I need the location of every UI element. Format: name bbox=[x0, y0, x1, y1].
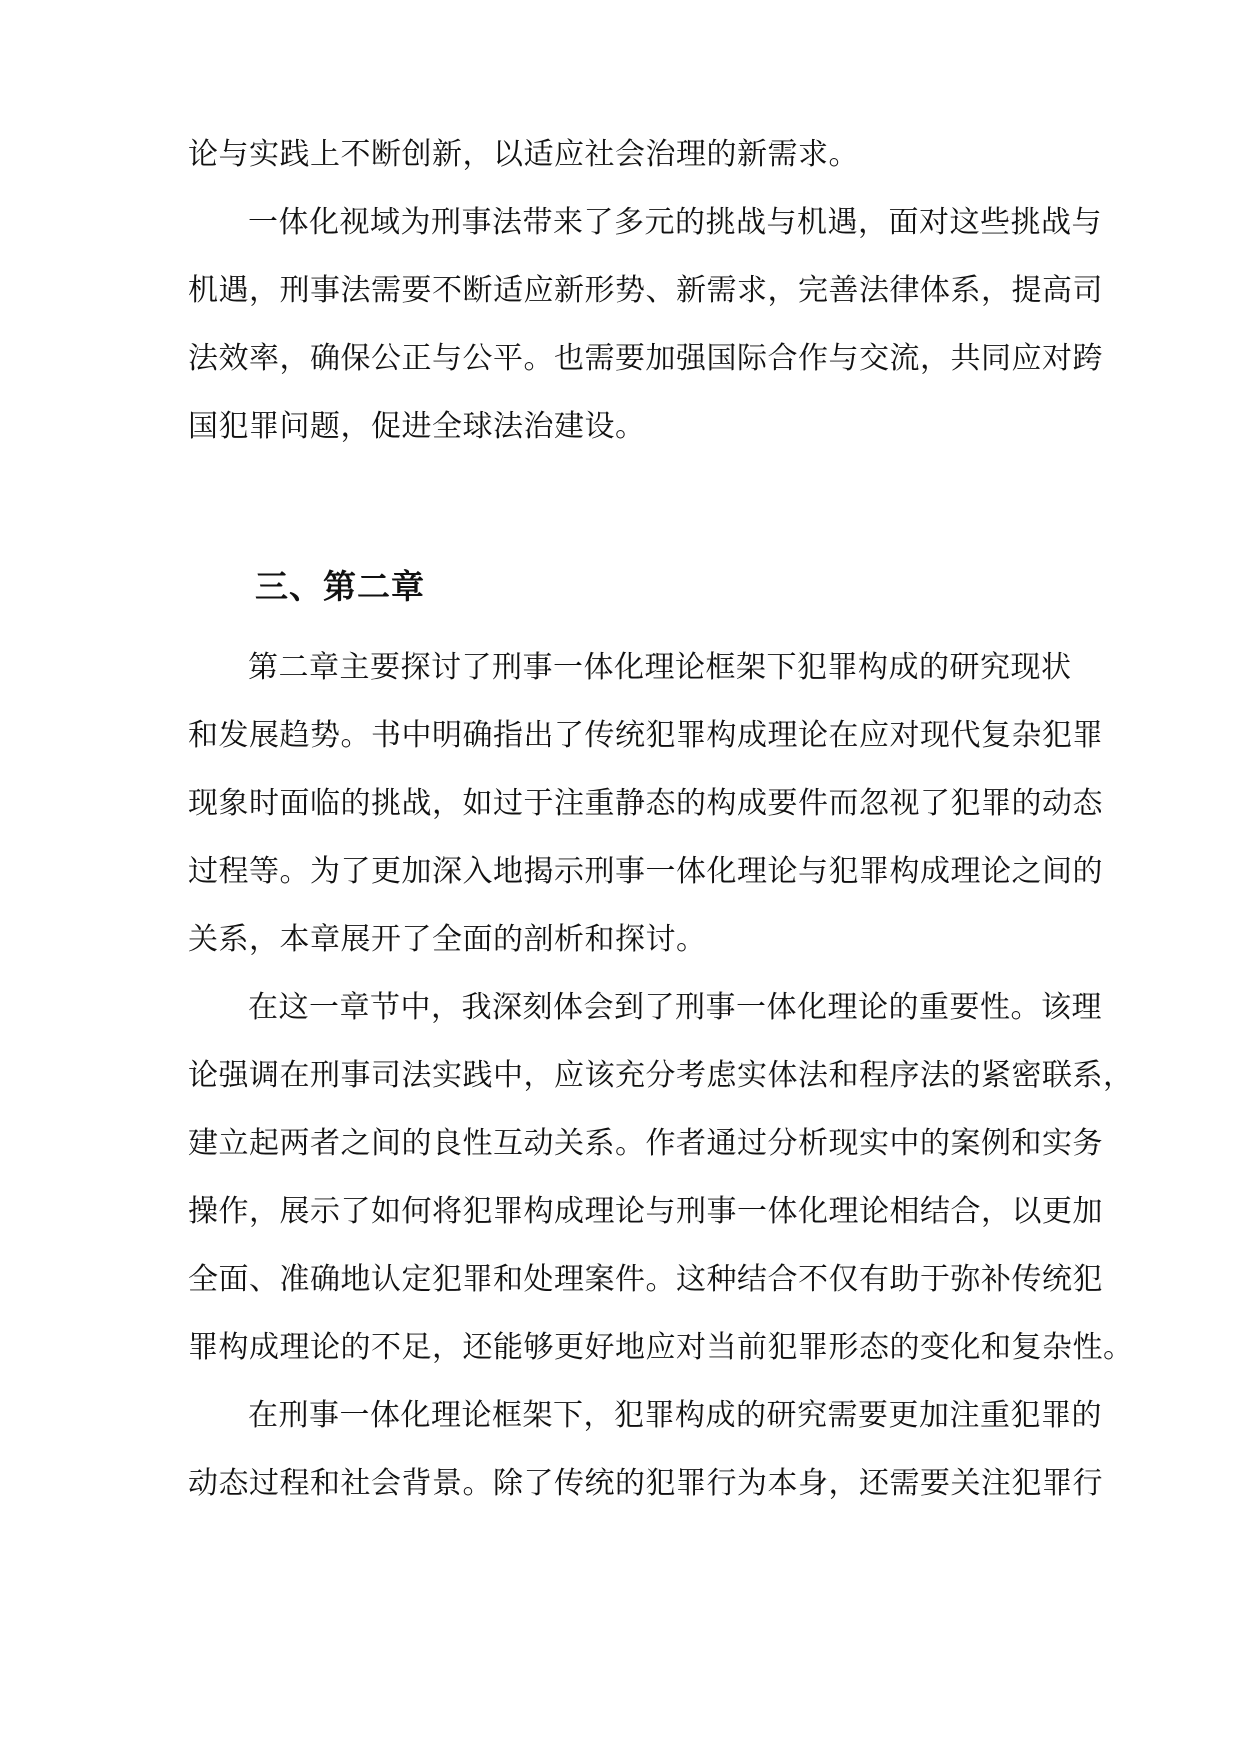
paragraph-line: 论与实践上不断创新，以适应社会治理的新需求。 bbox=[188, 137, 859, 172]
paragraph-line: 在这一章节中，我深刻体会到了刑事一体化理论的重要性。该理 bbox=[248, 990, 1102, 1025]
paragraph-line: 法效率，确保公正与公平。也需要加强国际合作与交流，共同应对跨 bbox=[188, 341, 1103, 376]
paragraph-line: 和发展趋势。书中明确指出了传统犯罪构成理论在应对现代复杂犯罪 bbox=[188, 718, 1103, 753]
paragraph-line: 机遇，刑事法需要不断适应新形势、新需求，完善法律体系，提高司 bbox=[188, 273, 1103, 308]
section-heading: 三、第二章 bbox=[255, 567, 425, 606]
paragraph-line: 关系，本章展开了全面的剖析和探讨。 bbox=[188, 922, 707, 957]
paragraph-line: 全面、准确地认定犯罪和处理案件。这种结合不仅有助于弥补传统犯 bbox=[188, 1262, 1103, 1297]
paragraph-line: 建立起两者之间的良性互动关系。作者通过分析现实中的案例和实务 bbox=[188, 1126, 1103, 1161]
paragraph-line: 国犯罪问题，促进全球法治建设。 bbox=[188, 409, 646, 444]
paragraph-line: 操作，展示了如何将犯罪构成理论与刑事一体化理论相结合，以更加 bbox=[188, 1194, 1103, 1229]
paragraph-line: 在刑事一体化理论框架下，犯罪构成的研究需要更加注重犯罪的 bbox=[248, 1398, 1102, 1433]
paragraph-line: 第二章主要探讨了刑事一体化理论框架下犯罪构成的研究现状 bbox=[248, 650, 1072, 685]
paragraph-line: 论强调在刑事司法实践中，应该充分考虑实体法和程序法的紧密联系， bbox=[188, 1058, 1134, 1093]
paragraph-line: 动态过程和社会背景。除了传统的犯罪行为本身，还需要关注犯罪行 bbox=[188, 1466, 1103, 1501]
paragraph-line: 现象时面临的挑战，如过于注重静态的构成要件而忽视了犯罪的动态 bbox=[188, 786, 1103, 821]
paragraph-line: 过程等。为了更加深入地揭示刑事一体化理论与犯罪构成理论之间的 bbox=[188, 854, 1103, 889]
paragraph-line: 罪构成理论的不足，还能够更好地应对当前犯罪形态的变化和复杂性。 bbox=[188, 1330, 1134, 1365]
paragraph-line: 一体化视域为刑事法带来了多元的挑战与机遇，面对这些挑战与 bbox=[248, 205, 1102, 240]
